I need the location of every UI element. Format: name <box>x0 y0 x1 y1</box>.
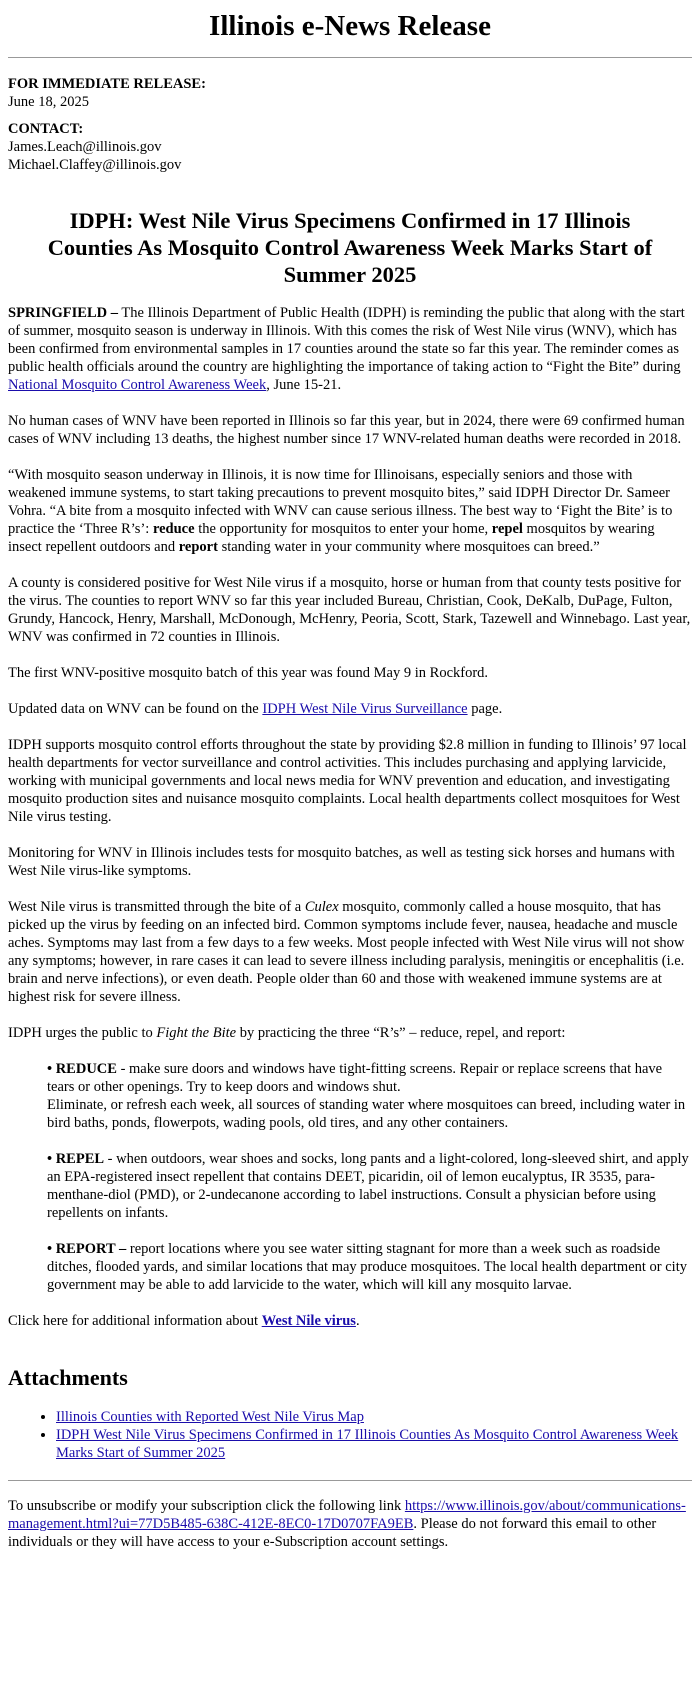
attachment-link-release[interactable]: IDPH West Nile Virus Specimens Confirmed in 17 Illinois Counties As Mosquito Control Awareness Week Marks Start of Summer 2025 <box>56 1427 679 1461</box>
paragraph-fight-the-bite <box>8 1024 692 1042</box>
contact-email-leach: James.Leach@illinois.gov <box>8 139 162 155</box>
paragraph-transmission <box>8 898 692 1006</box>
paragraph-funding: IDPH supports mosquito control efforts throughout the state by providing $2.8 million in funding to Illinois’ 97 local health departments for vector surveillance and control activities. This includes purchasing and applying larvicide, working with municipal governments and local news media for WNV prevention and education, and investigating mosquito production sites and nuisance mosquito complaints. Local health departments collect mosquitoes for West Nile virus testing. <box>8 737 687 825</box>
contact-email-claffey: Michael.Claffey@illinois.gov <box>8 157 182 173</box>
intro-tail: , June 15-21. <box>266 377 342 393</box>
transmission-post: mosquito, commonly called a house mosquito, that has picked up the virus by feeding on an infected bird. Common symptoms include fever, nausea, headache and muscle aches. Symptoms may last from a few days to a few weeks. Most people infected with West Nile virus will not show any symptoms; however, in rare cases it can lead to severe illness including paralysis, meningitis or encephalitis (i.e. brain and nerve infections), or even death. People older than 60 and those with weakened immune systems are at highest risk for severe illness. <box>8 899 685 1005</box>
repel-item <box>47 1150 692 1222</box>
footer-divider <box>8 1480 692 1481</box>
release-label: FOR IMMEDIATE RELEASE: <box>8 76 206 92</box>
release-meta <box>8 75 692 174</box>
surveillance-post: page. <box>467 701 503 717</box>
quote-text-e: standing water in your community where mosquitoes can breed.” <box>217 539 600 555</box>
fight-the-bite-italic: Fight the Bite <box>156 1025 237 1041</box>
contact-label: CONTACT: <box>8 121 84 137</box>
report-label: • REPORT – <box>47 1241 127 1257</box>
footer-post: . Please do not forward this email to other individuals or they will have access to your e-Subscription account settings. <box>8 1516 657 1550</box>
more-info-post: . <box>355 1313 360 1329</box>
surveillance-pre: Updated data on WNV can be found on the <box>8 701 263 717</box>
surveillance-link[interactable]: IDPH West Nile Virus Surveillance <box>262 701 468 717</box>
repel-label: • REPEL <box>47 1151 105 1167</box>
transmission-pre: West Nile virus is transmitted through the bite of a <box>8 899 305 915</box>
release-info <box>8 75 692 111</box>
quote-text-a: “With mosquito season underway in Illinois, it is now time for Illinoisans, especially seniors and those with weakened immune systems, to start taking precautions to prevent mosquito bites,” said IDPH Director Dr. Sameer Vohra. “A bite from a mosquito infected with WNV can cause serious illness. The best way to ‘Fight the Bite’ is to practice the ‘Three R’s’: <box>8 467 673 537</box>
paragraph-intro <box>8 304 692 394</box>
quote-text-c: the opportunity for mosquitos to enter your home, <box>194 521 492 537</box>
fight-post: by practicing the three “R’s” – reduce, repel, and report: <box>236 1025 566 1041</box>
unsubscribe-footer <box>8 1497 692 1561</box>
attachment-link-map[interactable]: Illinois Counties with Reported West Nile Virus Map <box>56 1409 364 1425</box>
reduce-label: • REDUCE <box>47 1061 117 1077</box>
paragraph-monitoring: Monitoring for WNV in Illinois includes tests for mosquito batches, as well as testing sick horses and humans with West Nile virus-like symptoms. <box>8 845 675 879</box>
quote-bold-repel: repel <box>491 521 523 537</box>
report-item <box>47 1240 692 1294</box>
awareness-week-link[interactable]: National Mosquito Control Awareness Week <box>8 377 267 393</box>
attachments-list <box>8 1408 692 1462</box>
reduce-item <box>47 1060 692 1132</box>
attachment-item <box>56 1426 692 1462</box>
quote-bold-reduce: reduce <box>152 521 195 537</box>
footer-pre: To unsubscribe or modify your subscription click the following link <box>8 1498 405 1514</box>
repel-text: - when outdoors, wear shoes and socks, long pants and a light-colored, long-sleeved shirt, and apply an EPA-registered insect repellent that contains DEET, picaridin, oil of lemon eucalyptus, IR 3535, para-menthane-diol (PMD), or 2-undecanone according to label instructions. Consult a physician before using repellents on infants. <box>47 1151 689 1221</box>
paragraph-more-info <box>8 1312 692 1330</box>
fight-pre: IDPH urges the public to <box>8 1025 157 1041</box>
more-info-pre: Click here for additional information about <box>8 1313 262 1329</box>
press-release-headline: IDPH: West Nile Virus Specimens Confirmed in 17 Illinois Counties As Mosquito Control Awareness Week Marks Start of Summer 2025 <box>47 208 653 287</box>
three-rs-list <box>47 1060 692 1294</box>
contact-info <box>8 120 692 174</box>
reduce-text-2: Eliminate, or refresh each week, all sources of standing water where mosquitoes can breed, including water in bird baths, ponds, flowerpots, wading pools, old tires, and any other containers. <box>47 1097 686 1131</box>
paragraph-human-cases: No human cases of WNV have been reported in Illinois so far this year, but in 2024, there were 69 confirmed human cases of WNV including 13 deaths, the highest number since 17 WNV-related human deaths were recorded in 2018. <box>8 413 685 447</box>
reduce-text: - make sure doors and windows have tight-fitting screens. Repair or replace screens that have tears or other openings. Try to keep doors and windows shut. <box>47 1061 663 1095</box>
paragraph-director-quote <box>8 466 692 556</box>
attachment-item <box>56 1408 692 1426</box>
intro-text: The Illinois Department of Public Health (IDPH) is reminding the public that along with the start of summer, mosquito season is underway in Illinois. With this comes the risk of West Nile virus (WNV), which has been confirmed from environmental samples in 17 counties around the state so far this year. The reminder comes as public health officials around the country are highlighting the importance of taking action to “Fight the Bite” during <box>8 305 685 375</box>
dateline: SPRINGFIELD – <box>8 305 118 321</box>
release-date: June 18, 2025 <box>8 94 89 110</box>
report-text: report locations where you see water sitting stagnant for more than a week such as roadside ditches, flooded yards, and similar locations that may produce mosquitoes. The local health department or city government may be able to add larvicide to the water, which will kill any mosquito larvae. <box>47 1241 687 1293</box>
quote-bold-report: report <box>178 539 218 555</box>
attachments-heading: Attachments <box>8 1365 128 1390</box>
header-divider <box>8 57 692 58</box>
paragraph-first-batch: The first WNV-positive mosquito batch of this year was found May 9 in Rockford. <box>8 665 489 681</box>
quote-text-d: mosquitos by wearing insect repellent outdoors and <box>8 521 655 555</box>
paragraph-counties: A county is considered positive for West Nile virus if a mosquito, horse or human from that county tests positive for the virus. The counties to report WNV so far this year included Bureau, Christian, Cook, DeKalb, DuPage, Fulton, Grundy, Hancock, Henry, Marshall, McDonough, McHenry, Peoria, Scott, Stark, Tazewell and Winnebago. Last year, WNV was confirmed in 72 counties in Illinois. <box>8 575 691 645</box>
subscription-management-link[interactable]: https://www.illinois.gov/about/communications-management.html?ui=77D5B485-638C-412E-8EC0-17D0707FA9EB <box>8 1498 686 1532</box>
masthead-title: Illinois e-News Release <box>209 10 491 42</box>
paragraph-surveillance <box>8 700 692 718</box>
west-nile-virus-link[interactable]: West Nile virus <box>261 1313 356 1329</box>
culex-italic: Culex <box>304 899 339 915</box>
